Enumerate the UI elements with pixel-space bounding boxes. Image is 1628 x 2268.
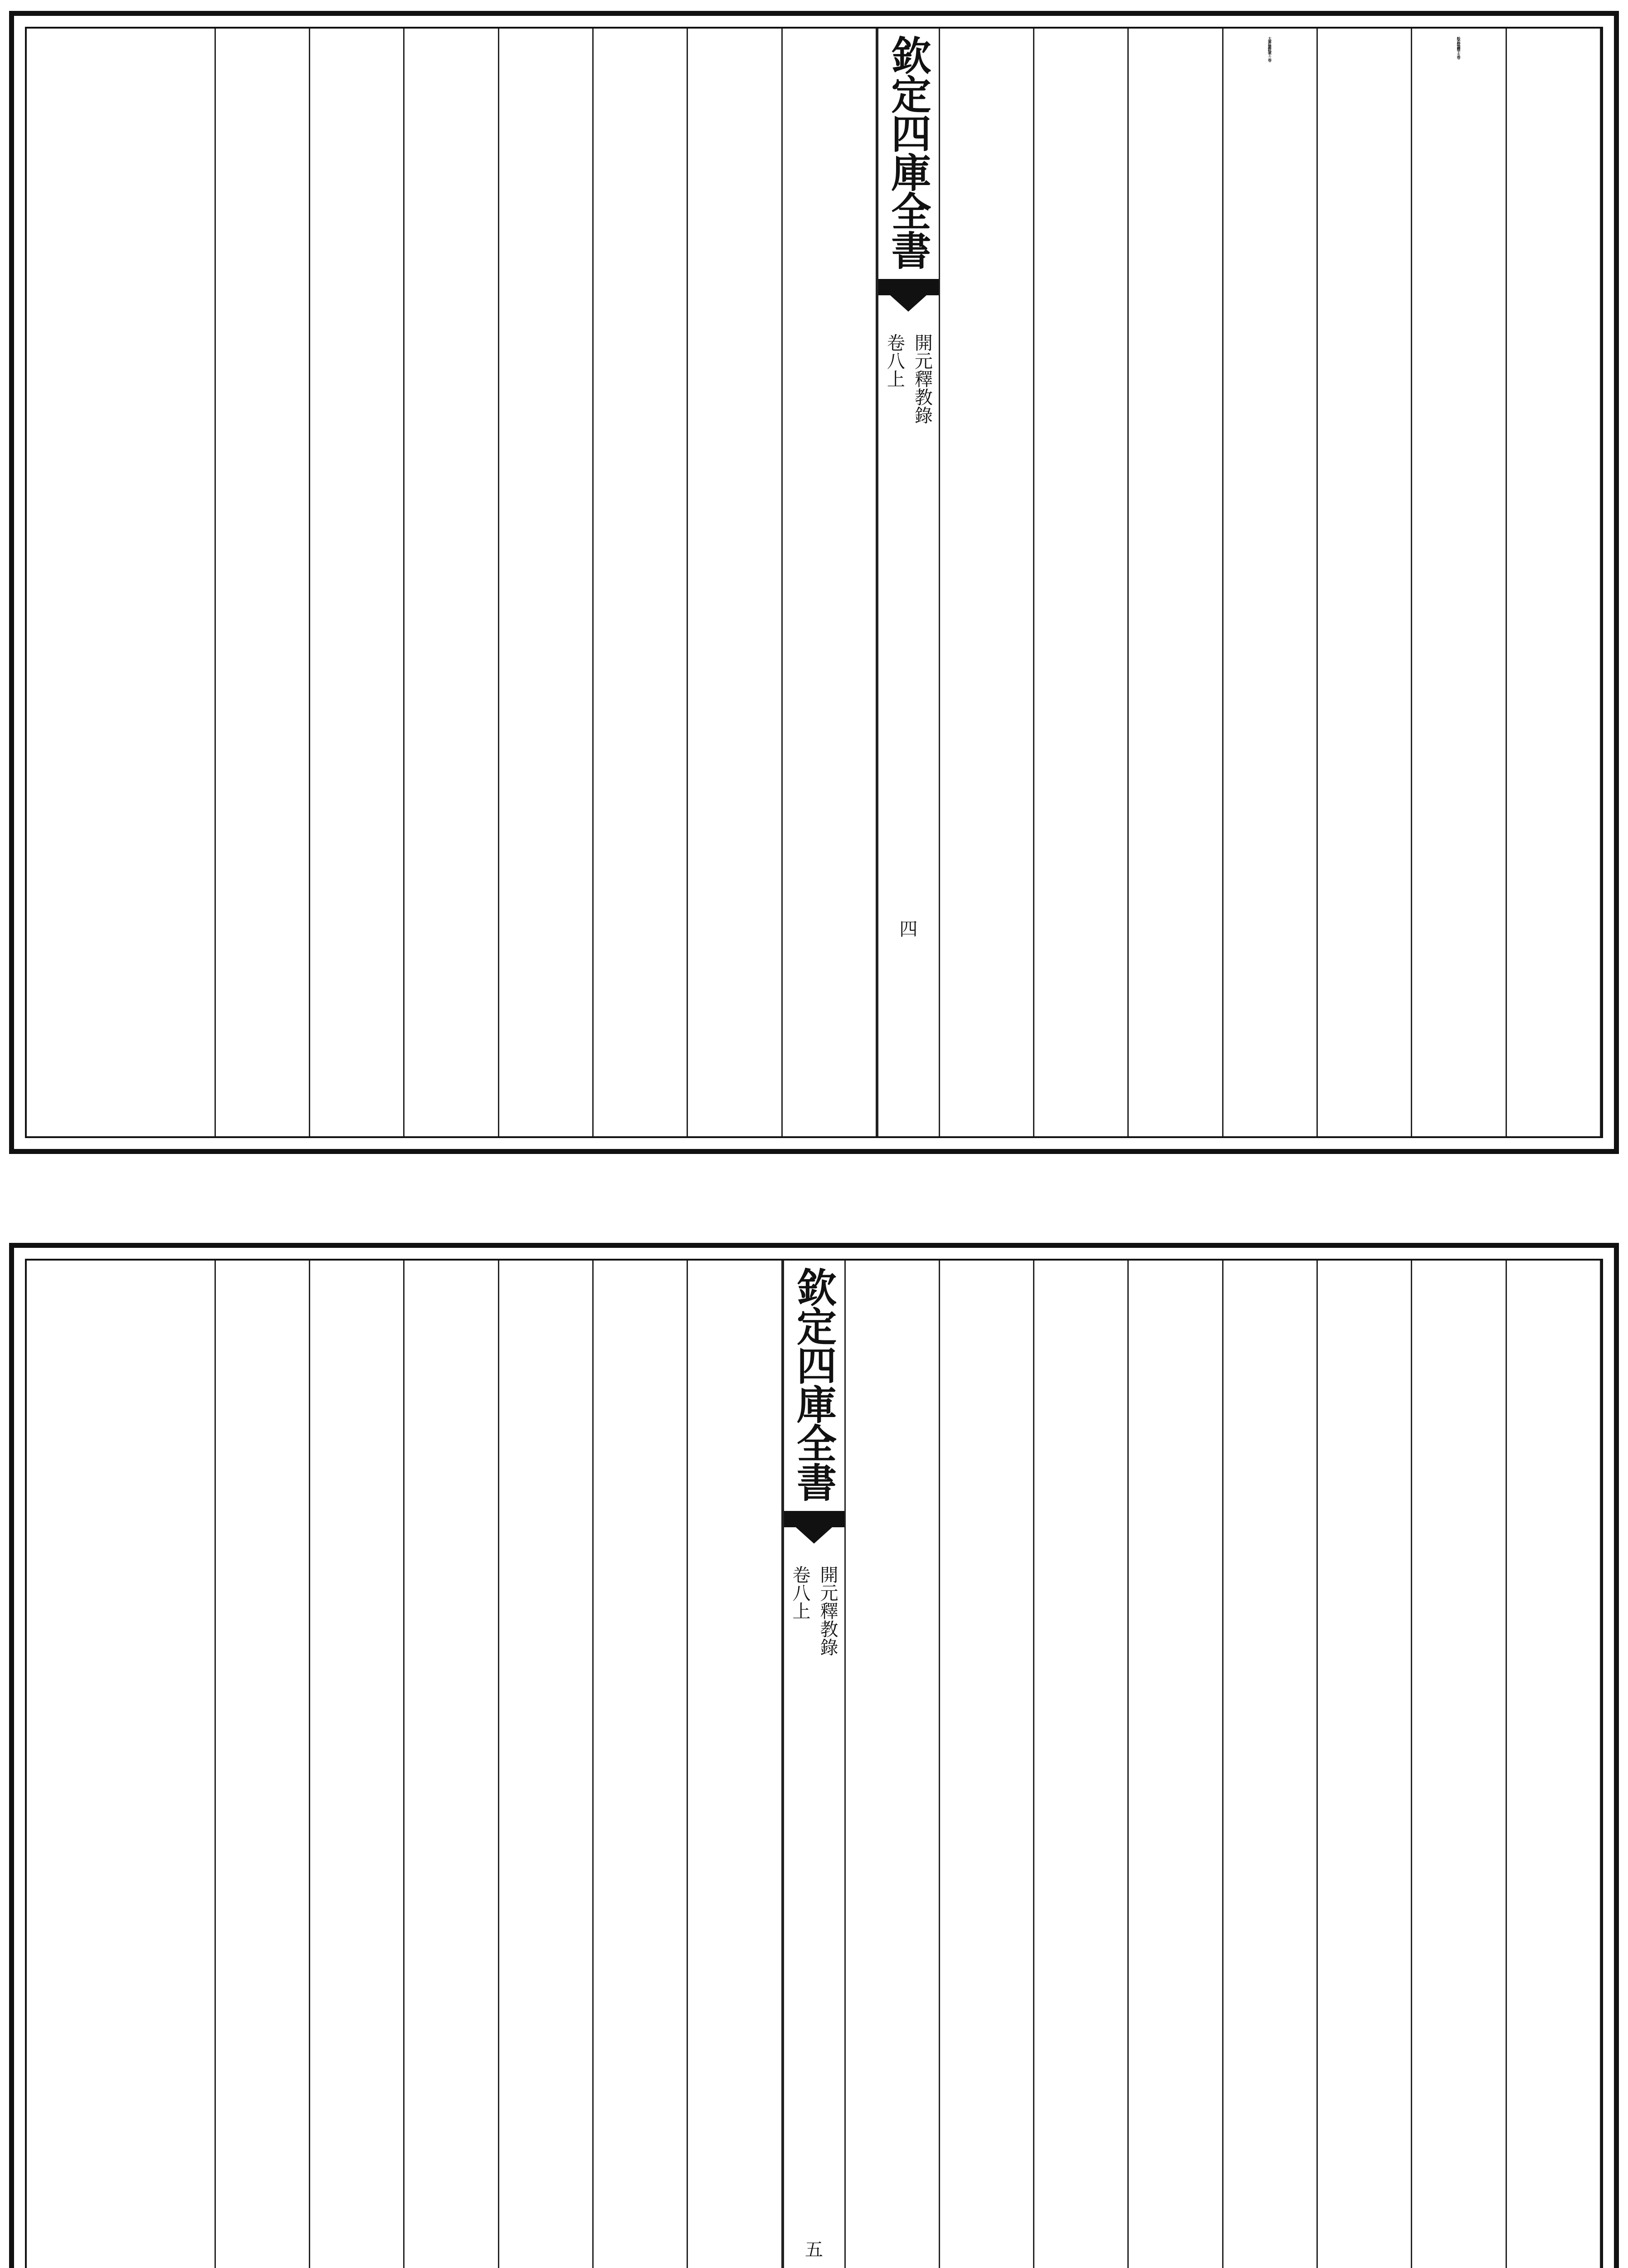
top-page-frame bbox=[25, 27, 1603, 1138]
text-column bbox=[1318, 1261, 1412, 2268]
text-column bbox=[216, 1261, 310, 2268]
text-column bbox=[1034, 29, 1129, 1136]
text-column bbox=[594, 29, 688, 1136]
title-entry bbox=[1457, 29, 1461, 1136]
text-column bbox=[688, 1261, 782, 2268]
top-page bbox=[9, 11, 1619, 1154]
top-page-columns bbox=[27, 29, 1601, 1136]
text-column bbox=[688, 29, 782, 1136]
title-entry bbox=[1268, 29, 1272, 1136]
text-column bbox=[1223, 29, 1318, 1136]
bottom-page-columns bbox=[27, 1261, 1601, 2268]
text-column bbox=[940, 1261, 1034, 2268]
text-column bbox=[1412, 1261, 1506, 2268]
text-column bbox=[310, 29, 405, 1136]
gutter-volume: 卷八上 bbox=[884, 333, 905, 388]
text-column bbox=[27, 1261, 121, 2268]
bottom-page-frame bbox=[25, 1259, 1603, 2268]
annotation-pair bbox=[1268, 61, 1271, 74]
text-column bbox=[1034, 1261, 1129, 2268]
text-column bbox=[499, 29, 594, 1136]
bottom-page bbox=[9, 1243, 1619, 2268]
annotation-pair bbox=[1552, 29, 1555, 1136]
text-column bbox=[1507, 29, 1601, 1136]
text-column bbox=[1129, 29, 1223, 1136]
text-column bbox=[310, 1261, 405, 2268]
annotation-pair bbox=[1174, 29, 1177, 1136]
sutra-title: 大乘莊嚴經論十三卷 bbox=[1267, 37, 1272, 61]
gutter-volume: 卷八上 bbox=[790, 1565, 810, 1620]
gutter-page-number: 五 bbox=[805, 2239, 823, 2260]
gutter-book-title: 欽定四庫全書 bbox=[885, 35, 932, 269]
annotation-pair bbox=[1363, 29, 1366, 1136]
page-gutter bbox=[783, 1261, 846, 2268]
text-column bbox=[121, 29, 215, 1136]
gutter-page-number: 四 bbox=[899, 919, 918, 940]
text-column bbox=[1129, 1261, 1223, 2268]
text-column bbox=[940, 29, 1034, 1136]
text-column bbox=[216, 29, 310, 1136]
gutter-work-title: 開元釋教錄 bbox=[911, 333, 933, 424]
text-column bbox=[1223, 1261, 1318, 2268]
text-column bbox=[405, 1261, 499, 2268]
sutra-title: 般若燈論釋十五卷 bbox=[1457, 37, 1462, 59]
gutter-meta bbox=[882, 333, 935, 424]
text-column bbox=[27, 29, 121, 1136]
gutter-meta bbox=[787, 1565, 841, 1656]
text-column bbox=[405, 29, 499, 1136]
text-column bbox=[1318, 29, 1412, 1136]
text-column bbox=[1507, 1261, 1601, 2268]
gutter-book-title: 欽定四庫全書 bbox=[790, 1267, 838, 1501]
text-column bbox=[499, 1261, 594, 2268]
annotation-pair bbox=[1457, 59, 1460, 71]
text-column bbox=[594, 1261, 688, 2268]
text-column bbox=[783, 29, 877, 1136]
text-column bbox=[846, 1261, 940, 2268]
page-gutter bbox=[877, 29, 940, 1136]
text-column bbox=[1412, 29, 1506, 1136]
gutter-work-title: 開元釋教錄 bbox=[817, 1565, 838, 1656]
text-column bbox=[121, 1261, 215, 2268]
